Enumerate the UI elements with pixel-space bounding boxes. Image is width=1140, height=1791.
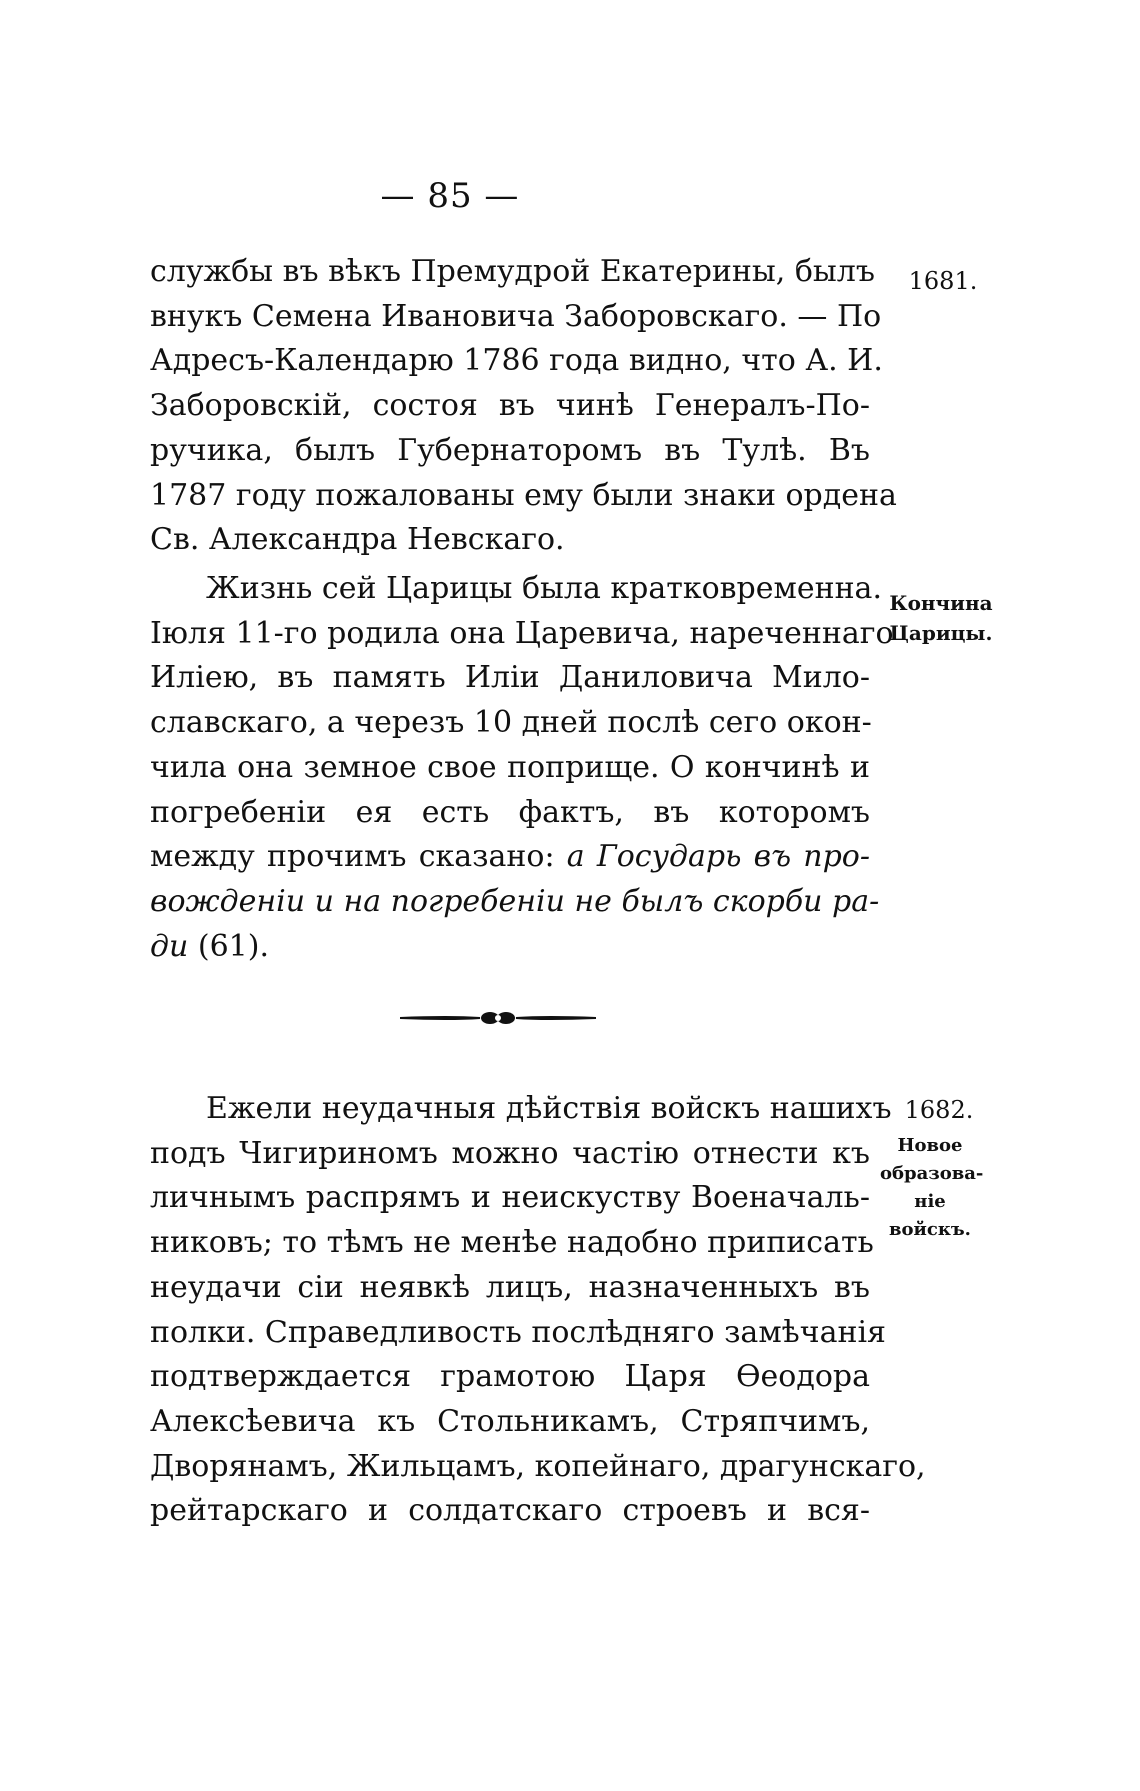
paragraph-2: [150, 567, 894, 969]
text-line: Заборовскій, состоя въ чинѣ Генералъ-По-: [150, 388, 870, 424]
margin-note-army: [880, 1132, 984, 1244]
text-line: 1787 году пожалованы ему были знаки ордена: [150, 477, 897, 513]
paragraph-3: [150, 1087, 926, 1534]
italic-quote: вожденіи и на погребеніи не былъ скорби ра-: [150, 883, 880, 919]
text-line: славскаго, а черезъ 10 дней послѣ сего окон-: [150, 705, 872, 741]
plain-text: между прочимъ сказано:: [150, 839, 555, 875]
text-line-mixed: [150, 925, 870, 970]
text-line: Алексѣевича къ Стольникамъ, Стряпчимъ,: [150, 1403, 870, 1439]
text-line: погребеніи ея есть фактъ, въ которомъ: [150, 794, 870, 830]
margin-note-line: Новое: [897, 1135, 963, 1156]
text-line: службы въ вѣкъ Премудрой Екатерины, былъ: [150, 254, 875, 289]
paragraph-1: [150, 250, 897, 563]
text-line-mixed: [150, 835, 870, 880]
year-label: 1681.: [908, 267, 978, 295]
text-line: Дворянамъ, Жильцамъ, копейнаго, драгунскаго,: [150, 1448, 926, 1484]
text-line: никовъ; то тѣмъ не менѣе надобно приписать: [150, 1225, 874, 1261]
footnote-ref: (61).: [197, 928, 270, 964]
text-line: личнымъ распрямъ и неискуству Военачаль-: [150, 1180, 870, 1216]
margin-note-line: образова-: [880, 1163, 984, 1184]
text-line: подтверждается грамотою Царя Ѳеодора: [150, 1359, 870, 1395]
text-line: Ежели неудачныя дѣйствія войскъ нашихъ: [206, 1091, 892, 1126]
text-line: Св. Александра Невскаго.: [150, 522, 565, 558]
text-line: неудачи сіи неявкѣ лицъ, назначенныхъ въ: [150, 1269, 870, 1305]
italic-quote: ди: [150, 928, 189, 964]
text-line: Иліею, въ память Иліи Даниловича Мило-: [150, 660, 870, 696]
text-line: Жизнь сей Царицы была кратковременна.: [206, 571, 882, 606]
text-line-italic: [150, 880, 880, 925]
text-line: внукъ Семена Ивановича Заборовскаго. — По: [150, 298, 882, 334]
text-line: подъ Чигириномъ можно частію отнести къ: [150, 1135, 870, 1171]
italic-quote: а Государь въ про-: [566, 839, 870, 875]
margin-note-line: войскъ.: [889, 1219, 971, 1240]
margin-note-line: Царицы.: [889, 621, 993, 645]
year-label: 1682.: [904, 1096, 974, 1124]
page-number: — 85 —: [380, 176, 520, 216]
margin-note-death: [884, 588, 998, 648]
text-line: рейтарскаго и солдатскаго строевъ и вся-: [150, 1493, 870, 1529]
ornament-divider: [400, 1009, 596, 1027]
text-line: Адресъ-Календарю 1786 года видно, что А. И.: [150, 343, 883, 379]
margin-note-line: ніе: [914, 1191, 946, 1212]
margin-year-1682: [894, 1095, 984, 1126]
text-line: полки. Справедливость послѣдняго замѣчанія: [150, 1314, 886, 1350]
text-line: Іюля 11-го родила она Царевича, нареченнаго: [150, 615, 894, 651]
text-line: чила она земное свое поприще. О кончинѣ и: [150, 749, 870, 785]
text-line: ручика, былъ Губернаторомъ въ Тулѣ. Въ: [150, 432, 870, 468]
margin-note-line: Кончина: [889, 591, 993, 615]
margin-year-1681: [898, 266, 988, 297]
